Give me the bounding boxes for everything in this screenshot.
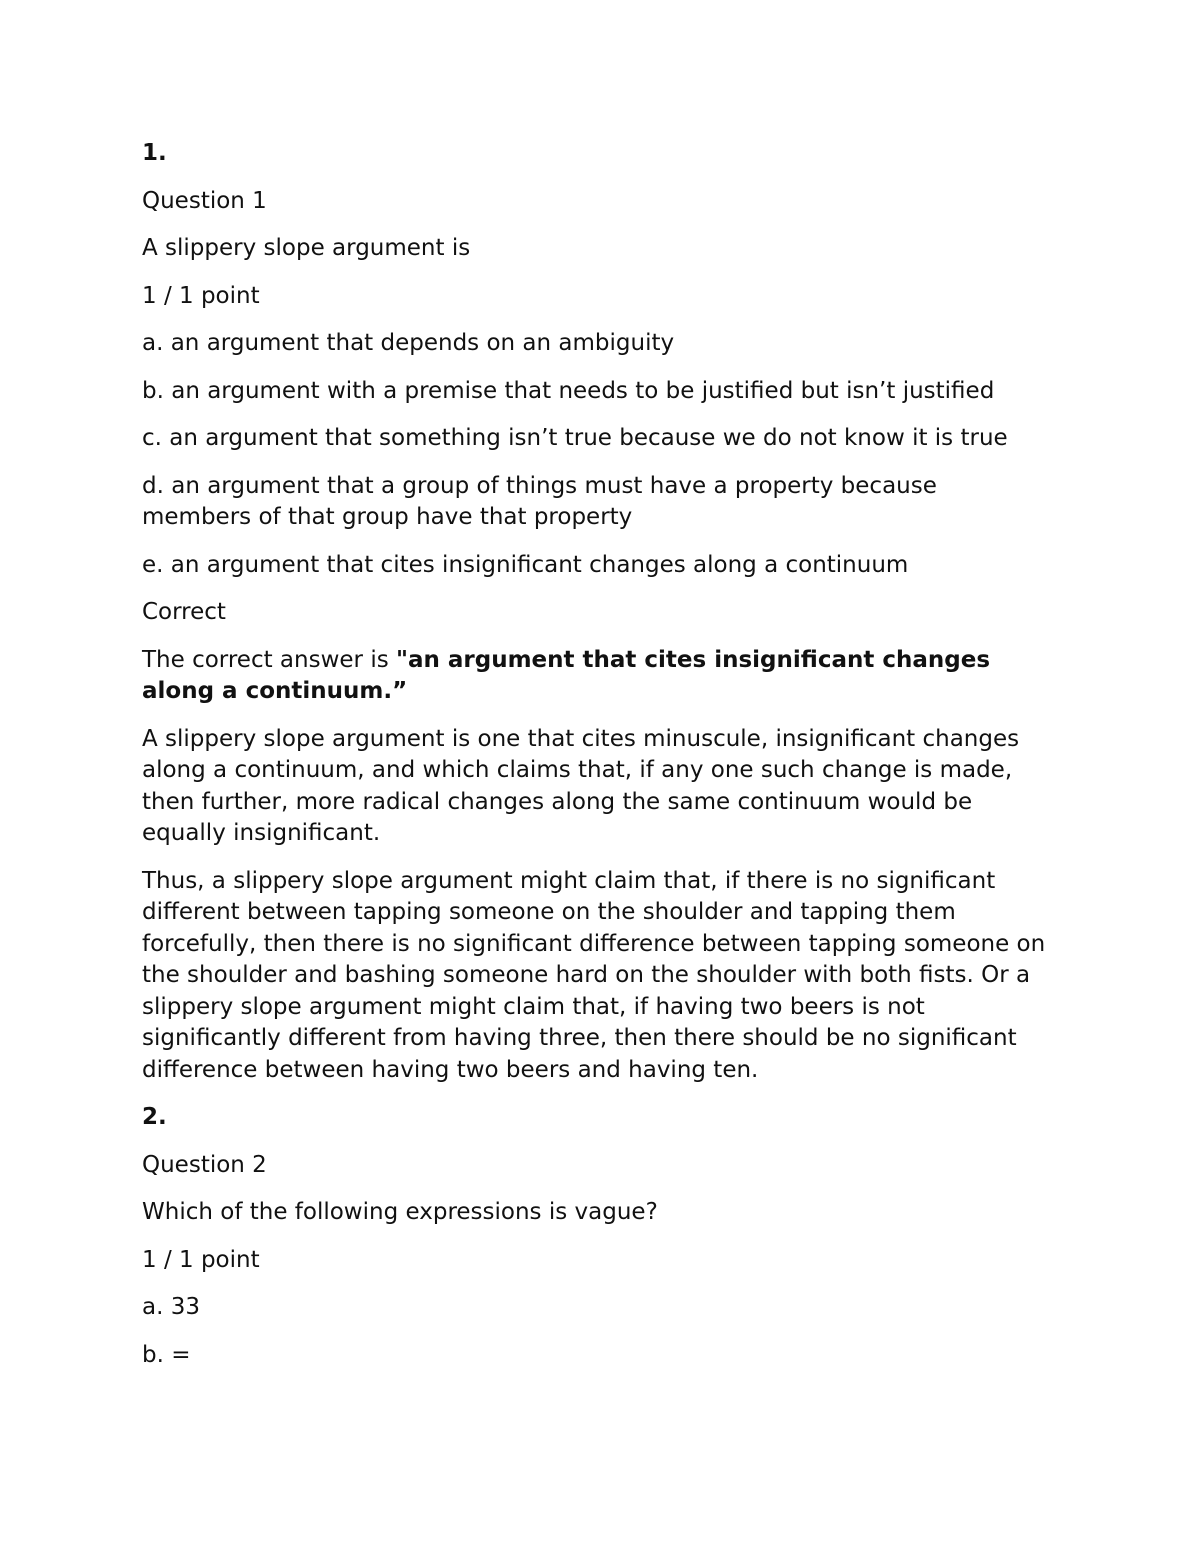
question-prompt: Which of the following expressions is vague?: [142, 1199, 658, 1225]
result-status: Correct: [142, 599, 226, 625]
answer-option-c: c. an argument that something isn’t true because we do not know it is true: [142, 425, 1008, 451]
document-page: [142, 138, 1052, 1387]
question-score: 1 / 1 point: [142, 282, 260, 309]
question-title: Question 1: [142, 187, 267, 214]
correct-answer-prefix: The correct answer is: [142, 646, 396, 673]
question-number: 1.: [142, 140, 167, 166]
correct-answer-text: "an argument that cites insignificant changes along a continuum.”: [142, 646, 991, 704]
explanation-paragraph: A slippery slope argument is one that cites minuscule, insignificant changes along a continuum, and which claims that, if any one such change is made, then further, more radical changes along the same continuum would be equally insignificant.: [142, 725, 1020, 846]
answer-option-a: a. 33: [142, 1294, 200, 1320]
question-number: 2.: [142, 1104, 167, 1130]
answer-option-b: b. an argument with a premise that needs to be justified but isn’t justified: [142, 377, 995, 404]
answer-option-b: b. =: [142, 1341, 191, 1368]
answer-option-a: a. an argument that depends on an ambiguity: [142, 330, 675, 356]
correct-answer: [142, 645, 1052, 708]
question-title: Question 2: [142, 1151, 267, 1178]
question-score: 1 / 1 point: [142, 1246, 260, 1273]
explanation-paragraph: Thus, a slippery slope argument might claim that, if there is no significant different between tapping someone on the shoulder and tapping them forcefully, then there is no significant difference between tapping someone on the shoulder and bashing someone hard on the shoulder with both fists. Or a slippery slope argument might claim that, if having two beers is not significantly different from having three, then there should be no significant difference between having two beers and having ten.: [142, 867, 1046, 1083]
question-prompt: A slippery slope argument is: [142, 235, 471, 261]
answer-option-d: d. an argument that a group of things must have a property because members of that group have that property: [142, 472, 937, 530]
answer-option-e: e. an argument that cites insignificant changes along a continuum: [142, 551, 909, 578]
